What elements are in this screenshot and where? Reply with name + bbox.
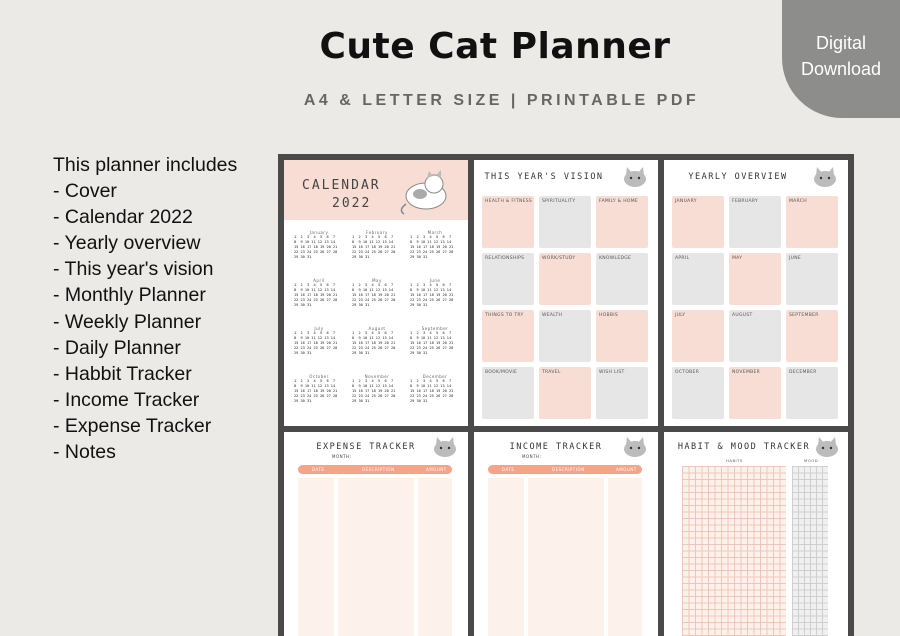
planner-cell (672, 310, 724, 362)
cat-face-icon (812, 166, 838, 188)
habits-label: HABITS (726, 458, 743, 463)
calendar-days: 1 2 3 4 5 6 7 8 9 10 11 12 13 14 15 16 17 18 19 20 21 22 23 24 25 26 27 28 29 30 31 (352, 331, 396, 355)
planner-cell (786, 367, 838, 419)
calendar-month (410, 374, 460, 404)
cell-label: NOVEMBER (732, 370, 761, 375)
table-column (418, 478, 452, 636)
cell-label: KNOWLEDGE (599, 256, 632, 261)
cell-label: MAY (732, 256, 743, 261)
planner-cell (729, 310, 781, 362)
calendar-month-name: November (364, 374, 390, 379)
planner-cell (482, 196, 534, 248)
badge-line-1: Digital (815, 33, 867, 53)
planner-cell (539, 196, 591, 248)
planner-cell (596, 367, 648, 419)
expense-tracker-page-preview (284, 432, 468, 636)
calendar-month (410, 230, 460, 260)
mood-grid (792, 466, 828, 636)
income-table-header (488, 465, 642, 474)
table-column (528, 478, 604, 636)
calendar-month-name: April (313, 278, 325, 283)
planner-cell (596, 253, 648, 305)
planner-cell (482, 310, 534, 362)
habit-title: HABIT & MOOD TRACKER (677, 442, 811, 452)
cat-face-icon (814, 436, 840, 458)
income-month-label: MONTH: (522, 454, 542, 459)
calendar-days: 1 2 3 4 5 6 7 8 9 10 11 12 13 14 15 16 17 18 19 20 21 22 23 24 25 26 27 28 29 30 31 (294, 235, 338, 259)
planner-cell (786, 253, 838, 305)
planner-cell (729, 253, 781, 305)
calendar-days: 1 2 3 4 5 6 7 8 9 10 11 12 13 14 15 16 17 18 19 20 21 22 23 24 25 26 27 28 29 30 31 (410, 331, 454, 355)
planner-cell (596, 310, 648, 362)
cell-label: SEPTEMBER (789, 313, 819, 318)
cell-label: FAMILY & HOME (599, 199, 639, 204)
habit-mood-tracker-page-preview (664, 432, 848, 636)
planner-cell (729, 196, 781, 248)
column-header: DATE (312, 467, 325, 472)
expense-month-label: MONTH: (332, 454, 352, 459)
calendar-month (294, 326, 344, 356)
cell-label: OCTOBER (675, 370, 700, 375)
table-column (338, 478, 414, 636)
income-tracker-page-preview (474, 432, 658, 636)
digital-download-badge (782, 0, 900, 118)
calendar-days: 1 2 3 4 5 6 7 8 9 10 11 12 13 14 15 16 17 18 19 20 21 22 23 24 25 26 27 28 29 30 31 (294, 379, 338, 403)
calendar-year: 2022 (332, 196, 372, 211)
habit-grid (682, 466, 786, 636)
calendar-month-name: September (421, 326, 449, 331)
cell-label: SPIRITUALITY (542, 199, 576, 204)
sleeping-cat-icon (396, 166, 456, 218)
vision-page-preview (474, 160, 658, 426)
expense-table-header (298, 465, 452, 474)
cell-label: MARCH (789, 199, 807, 204)
calendar-month (410, 278, 460, 308)
cell-label: HEALTH & FITNESS (485, 199, 533, 204)
planner-cell (672, 367, 724, 419)
planner-cell (482, 367, 534, 419)
calendar-days: 1 2 3 4 5 6 7 8 9 10 11 12 13 14 15 16 17 18 19 20 21 22 23 24 25 26 27 28 29 30 31 (352, 283, 396, 307)
calendar-month-name: February (366, 230, 388, 235)
calendar-month-name: August (368, 326, 386, 331)
calendar-month (352, 326, 402, 356)
includes-item: - Notes (53, 441, 116, 464)
calendar-month (352, 374, 402, 404)
calendar-month (352, 230, 402, 260)
cell-label: APRIL (675, 256, 690, 261)
table-column (488, 478, 524, 636)
cell-label: TRAVEL (542, 370, 561, 375)
includes-item: - This year's vision (53, 258, 214, 281)
expense-title: EXPENSE TRACKER (316, 442, 416, 452)
calendar-month-name: October (309, 374, 329, 379)
includes-item: - Habbit Tracker (53, 362, 192, 385)
calendar-month-name: March (427, 230, 443, 235)
calendar-month-name: June (429, 278, 441, 283)
planner-cell (539, 310, 591, 362)
calendar-month (410, 326, 460, 356)
column-header: DATE (502, 467, 515, 472)
calendar-days: 1 2 3 4 5 6 7 8 9 10 11 12 13 14 15 16 17 18 19 20 21 22 23 24 25 26 27 28 29 30 31 (294, 283, 338, 307)
column-header: AMOUNT (426, 467, 447, 472)
overview-title: YEARLY OVERVIEW (688, 172, 788, 182)
cat-face-icon (432, 436, 458, 458)
cell-label: WISH LIST (599, 370, 625, 375)
cell-label: DECEMBER (789, 370, 817, 375)
cell-label: AUGUST (732, 313, 753, 318)
includes-item: - Calendar 2022 (53, 206, 193, 229)
calendar-page-preview (284, 160, 468, 426)
calendar-month-name: May (372, 278, 382, 283)
planner-cell (729, 367, 781, 419)
calendar-month-name: January (309, 230, 329, 235)
includes-heading: This planner includes (53, 154, 238, 176)
yearly-overview-page-preview (664, 160, 848, 426)
includes-item: - Cover (53, 180, 117, 203)
page-title: Cute Cat Planner (319, 26, 671, 67)
cell-label: HOBBIS (599, 313, 619, 318)
calendar-days: 1 2 3 4 5 6 7 8 9 10 11 12 13 14 15 16 17 18 19 20 21 22 23 24 25 26 27 28 29 30 31 (410, 283, 454, 307)
page-subtitle: A4 & LETTER SIZE | PRINTABLE PDF (303, 92, 700, 109)
planner-cell (672, 253, 724, 305)
income-title: INCOME TRACKER (509, 442, 603, 452)
includes-item: - Expense Tracker (53, 414, 212, 437)
cell-label: WEALTH (542, 313, 563, 318)
cell-label: JUNE (789, 256, 802, 261)
badge-line-2: Download (800, 59, 882, 79)
includes-item: - Yearly overview (53, 232, 201, 255)
calendar-month (294, 278, 344, 308)
table-column (298, 478, 334, 636)
column-header: DESCRIPTION (362, 467, 395, 472)
cat-face-icon (622, 166, 648, 188)
planner-cell (539, 367, 591, 419)
cell-label: RELATIONSHIPS (485, 256, 525, 261)
planner-cell (596, 196, 648, 248)
calendar-month (294, 374, 344, 404)
planner-cell (539, 253, 591, 305)
planner-cell (672, 196, 724, 248)
calendar-days: 1 2 3 4 5 6 7 8 9 10 11 12 13 14 15 16 17 18 19 20 21 22 23 24 25 26 27 28 29 30 31 (352, 379, 396, 403)
includes-item: - Income Tracker (53, 388, 200, 411)
calendar-title: CALENDAR (302, 178, 381, 193)
includes-list (53, 152, 237, 465)
calendar-days: 1 2 3 4 5 6 7 8 9 10 11 12 13 14 15 16 17 18 19 20 21 22 23 24 25 26 27 28 29 30 31 (352, 235, 396, 259)
column-header: AMOUNT (616, 467, 637, 472)
table-column (608, 478, 642, 636)
cell-label: WORK/STUDY (542, 256, 576, 261)
calendar-month (352, 278, 402, 308)
vision-title: THIS YEAR'S VISION (484, 172, 604, 182)
cat-face-icon (622, 436, 648, 458)
calendar-month-name: December (422, 374, 448, 379)
calendar-days: 1 2 3 4 5 6 7 8 9 10 11 12 13 14 15 16 17 18 19 20 21 22 23 24 25 26 27 28 29 30 31 (294, 331, 338, 355)
calendar-month (294, 230, 344, 260)
cell-label: BOOK/MOVIE (485, 370, 518, 375)
planner-cell (786, 196, 838, 248)
calendar-days: 1 2 3 4 5 6 7 8 9 10 11 12 13 14 15 16 17 18 19 20 21 22 23 24 25 26 27 28 29 30 31 (410, 235, 454, 259)
cell-label: JULY (675, 313, 686, 318)
planner-cell (786, 310, 838, 362)
planner-preview-frame (278, 154, 854, 636)
calendar-month-name: July (314, 326, 324, 331)
cell-label: FEBRUARY (732, 199, 759, 204)
includes-item: - Monthly Planner (53, 284, 206, 307)
column-header: DESCRIPTION (552, 467, 585, 472)
calendar-days: 1 2 3 4 5 6 7 8 9 10 11 12 13 14 15 16 17 18 19 20 21 22 23 24 25 26 27 28 29 30 31 (410, 379, 454, 403)
includes-item: - Weekly Planner (53, 310, 202, 333)
planner-cell (482, 253, 534, 305)
mood-label: MOOD (804, 458, 819, 463)
includes-item: - Daily Planner (53, 336, 181, 359)
cell-label: JANUARY (675, 199, 697, 204)
cell-label: THINGS TO TRY (485, 313, 524, 318)
